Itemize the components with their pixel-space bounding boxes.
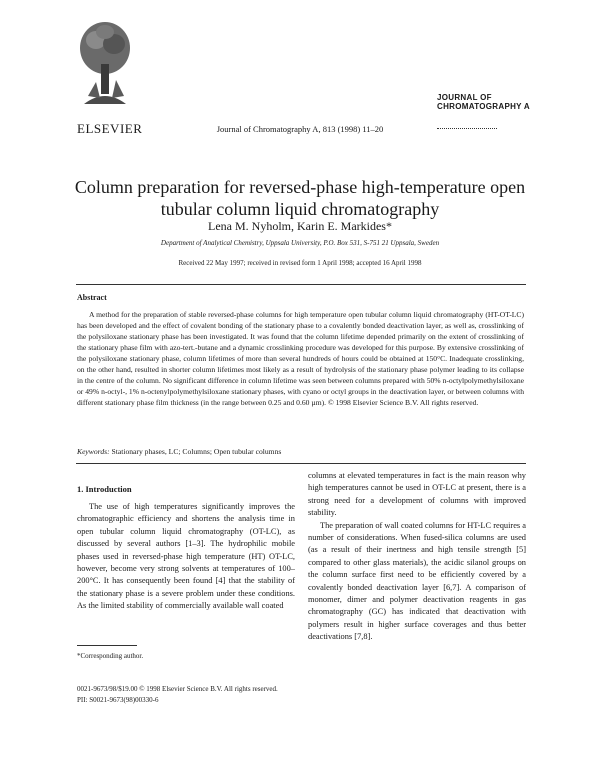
- intro-left-column: The use of high temperatures significantly improves the chromatographic efficiency and shortens the analysis time in open tubular column liquid chromatography (OT-LC), as discussed by several authors [1–3]. The hydrophilic mobile phases used in reversed-phase high temperature (HT) OT-LC, however, become very strong solvents at temperatures of 100–200°C. It has consequently been found [4] that the stability of the stationary phase is a severe problem under these conditions. As the limited stability of commercially available wall coated: [77, 502, 295, 611]
- journal-logo-line2: CHROMATOGRAPHY A: [437, 102, 530, 111]
- elsevier-tree-icon: [78, 18, 132, 106]
- intro-right-column: [308, 470, 526, 644]
- journal-logo: [437, 93, 530, 111]
- publisher-name: ELSEVIER: [77, 121, 143, 136]
- abstract-body: A method for the preparation of stable reversed-phase columns for high temperature open tubular column liquid chromatography (HT-OT-LC) has been developed and the effect of covalent bonding of the stationary phase to a covalently bonded deactivation layer, as well as, crosslinking of the polysiloxane stationary phase has been investigated. It was found that the column lifetime depended primarily on the extent of crosslinking of the stationary phase film with azo-tert.-butane and a dynamic crosslinking procedure was developed for this purpose. By extensive crosslinking of the polysiloxane stationary phase, column lifetimes of more than several hundreds of hours could be obtained at 150°C. Inadequate crosslinking, on the other hand, resulted in shorter column lifetimes most likely as a result of hydrolysis of the stationary phase polymer leading to its collapse in the centre of the column. No significant difference in column lifetime was seen between columns prepared with 50% n-octylpolymethylsiloxane or 49% n-octyl-, 1% n-octenylpolymethylsiloxane stationary phases, with cyano or octyl groups in the deactivation layer, or between columns with different stationary phase film thickness (in the range between 0.25 and 0.60 µm). © 1998 Elsevier Science B.V. All rights reserved.: [77, 310, 524, 407]
- journal-logo-line1: JOURNAL OF: [437, 93, 492, 102]
- keywords-label: Keywords:: [77, 447, 110, 456]
- intro-right-para1: columns at elevated temperatures in fact is the main reason why high temperatures cannot be used in OT-LC at present, there is a strong need for a development of columns with improved stability.: [308, 471, 526, 518]
- elsevier-logo: [78, 18, 138, 111]
- intro-right-para2: The preparation of wall coated columns for HT-LC requires a number of considerations. When fused-silica columns are used (as a result of their inertness and high tensile strength [5] compared to other glass materials), the acidic silanol groups on the column surface first need to be efficiently covered by a covalently bonded deactivation layer [6,7]. A comparison of monomer, dimer and polymer deactivation reagents in gas chromatography (GC) has indicated that deactivation with polymers result in higher surface coverages and thus better deactivations [7,8].: [308, 520, 526, 642]
- keywords: [77, 447, 281, 456]
- journal-citation: Journal of Chromatography A, 813 (1998) 11–20: [216, 124, 384, 134]
- copyright-line: 0021-9673/98/$19.00 © 1998 Elsevier Science B.V. All rights reserved.: [77, 685, 278, 693]
- keywords-list: Stationary phases, LC; Columns; Open tubular columns: [111, 447, 282, 456]
- article-authors: Lena M. Nyholm, Karin E. Markides*: [208, 219, 392, 233]
- abstract-bottom-rule: [76, 463, 526, 464]
- article-title: Column preparation for reversed-phase high-temperature open tubular column liquid chromatography: [74, 177, 526, 219]
- footnote-rule: [77, 645, 137, 646]
- pii-line: PII: S0021-9673(98)00330-6: [77, 696, 159, 704]
- footnote-corresponding-author: *Corresponding author.: [77, 652, 144, 660]
- article-received-dates: Received 22 May 1997; received in revised form 1 April 1998; accepted 16 April 1998: [178, 259, 422, 267]
- article-affiliation: Department of Analytical Chemistry, Uppsala University, P.O. Box 531, S-751 21 Uppsala, Sweden: [160, 239, 440, 247]
- abstract-top-rule: [76, 284, 526, 285]
- journal-logo-divider: [437, 128, 497, 130]
- abstract-heading: Abstract: [77, 293, 107, 302]
- section-heading-introduction: 1. Introduction: [77, 484, 132, 494]
- copyright-block: [77, 684, 278, 706]
